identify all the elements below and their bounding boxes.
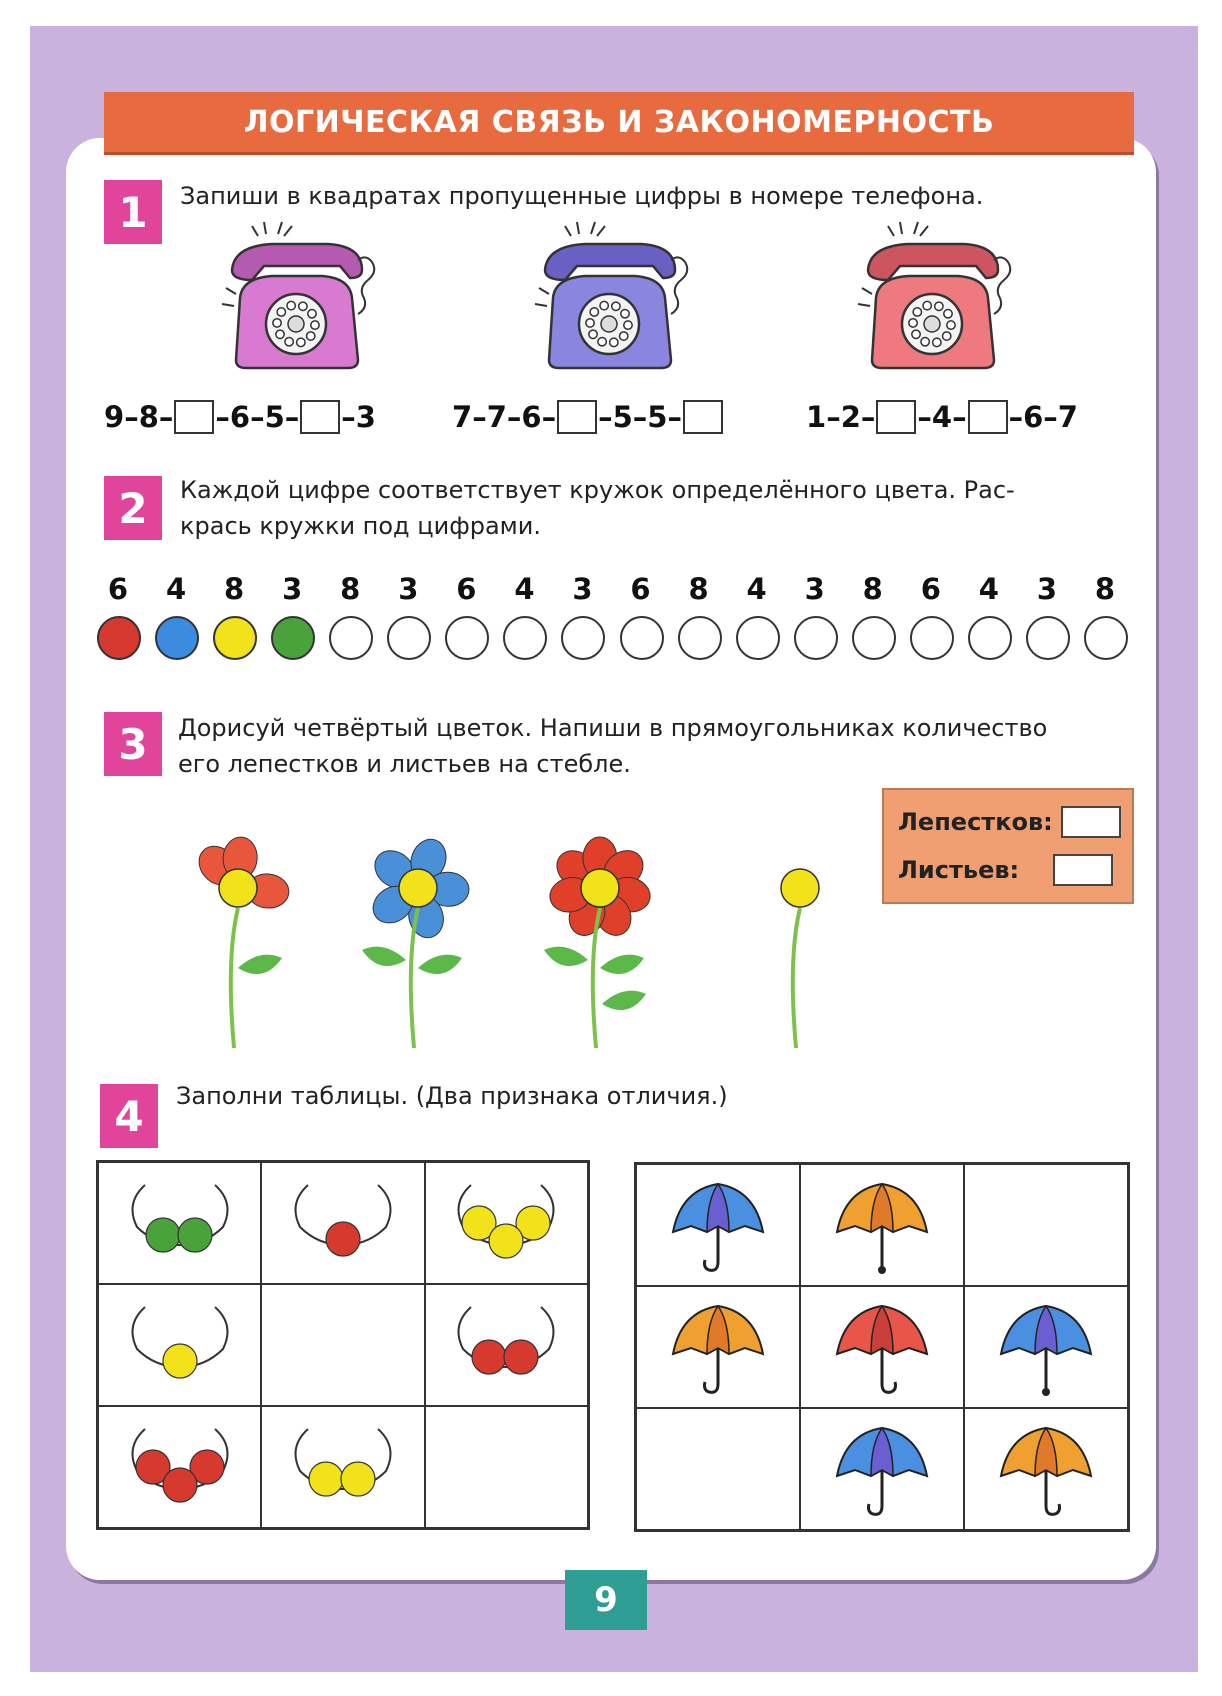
flower: [168, 808, 338, 1058]
color-digit: 8: [224, 572, 245, 606]
flower-center: [781, 869, 819, 907]
color-digit: 8: [1094, 572, 1116, 606]
beads-cell: [98, 1406, 261, 1528]
leaves-answer-box[interactable]: [1053, 854, 1113, 886]
umbrella-cell: [964, 1408, 1128, 1530]
umbrella-cell: [964, 1286, 1128, 1408]
phone-number-sequence: [452, 400, 724, 434]
task-1-number: 1: [104, 180, 162, 244]
umbrella-cell: [636, 1286, 800, 1408]
phone-digit: 2: [840, 400, 861, 434]
leaf: [544, 947, 588, 966]
phone-digit: 1: [806, 400, 827, 434]
color-circle[interactable]: [1084, 616, 1128, 660]
beads-icon: [115, 1417, 245, 1517]
beads-cell: [261, 1162, 424, 1284]
color-circle[interactable]: [678, 616, 722, 660]
phone-digit: 8: [138, 400, 159, 434]
color-digit: 4: [165, 572, 187, 606]
color-digit: 3: [398, 572, 419, 606]
beads-empty-cell[interactable]: [425, 1406, 588, 1528]
beads-icon: [278, 1417, 408, 1517]
beads-table: [96, 1160, 590, 1530]
color-circle[interactable]: [910, 616, 954, 660]
flower: [530, 808, 700, 1058]
umbrella-cell: [636, 1164, 800, 1286]
leaf: [602, 991, 646, 1010]
beads-icon: [278, 1173, 408, 1273]
phone-digit: 7: [486, 400, 507, 434]
sample-color-circle: [271, 616, 315, 660]
sample-color-circle: [155, 616, 199, 660]
color-circle[interactable]: [620, 616, 664, 660]
telephone-icon: [212, 218, 382, 378]
dash: –: [158, 400, 174, 434]
task-4-number: 4: [100, 1084, 158, 1148]
dash: –: [124, 400, 139, 434]
color-digit: 4: [514, 572, 535, 606]
dash: –: [598, 400, 613, 434]
umbrella-empty-cell[interactable]: [636, 1408, 800, 1530]
color-digit: 4: [978, 572, 999, 606]
beads-icon: [441, 1295, 571, 1395]
color-digit: 6: [920, 572, 941, 606]
umbrella-icon: [991, 1414, 1101, 1524]
phone-number-sequence: [104, 400, 376, 434]
dash: –: [1043, 400, 1058, 434]
phone-digit: 5: [612, 400, 633, 434]
color-digit: 8: [862, 572, 883, 606]
dash: –: [472, 400, 487, 434]
beads-cell: [425, 1162, 588, 1284]
page-number: 9: [565, 1570, 647, 1630]
dash: –: [284, 400, 300, 434]
phone-digit: 6: [521, 400, 542, 434]
petals-label: Лепестков:: [898, 808, 1053, 836]
task-3-instruction-line1: Дорисуй четвёртый цветок. Напиши в прямоугольниках количество: [178, 714, 1048, 742]
color-digit: 3: [804, 572, 825, 606]
color-circle[interactable]: [852, 616, 896, 660]
phone-digit: 7: [1057, 400, 1078, 434]
telephone-icon: [525, 218, 695, 378]
umbrella-icon: [827, 1414, 937, 1524]
umbrella-empty-cell[interactable]: [964, 1164, 1128, 1286]
color-circle[interactable]: [387, 616, 431, 660]
sample-color-circle: [97, 616, 141, 660]
dash: –: [1008, 400, 1024, 434]
umbrella-table: [634, 1162, 1130, 1532]
flower-center: [581, 869, 619, 907]
sample-color-circle: [213, 616, 257, 660]
phone-digit: 4: [931, 400, 953, 434]
leaf: [362, 947, 406, 966]
missing-digit-box[interactable]: [876, 400, 916, 434]
phone-digit: 6: [1023, 400, 1044, 434]
task-1-instruction: Запиши в квадратах пропущенные цифры в номере телефона.: [180, 182, 984, 210]
phone-digit: 3: [355, 400, 376, 434]
dash: –: [860, 400, 876, 434]
color-digit: 3: [572, 572, 593, 606]
flower-center: [399, 869, 437, 907]
color-circle[interactable]: [329, 616, 373, 660]
color-digit: 3: [1036, 572, 1058, 606]
beads-cell: [98, 1162, 261, 1284]
dash: –: [541, 400, 557, 434]
task-2-number: 2: [104, 476, 162, 540]
phone-digit: 9: [104, 400, 125, 434]
beads-cell: [261, 1406, 424, 1528]
phone-digit: 5: [264, 400, 285, 434]
color-digit: 3: [282, 572, 303, 606]
phone-digit: 6: [229, 400, 251, 434]
color-digit: 4: [746, 572, 767, 606]
missing-digit-box[interactable]: [968, 400, 1008, 434]
color-digit: 6: [630, 572, 651, 606]
leaf: [600, 955, 644, 974]
page-title: ЛОГИЧЕСКАЯ СВЯЗЬ И ЗАКОНОМЕРНОСТЬ: [104, 92, 1134, 155]
umbrella-icon: [663, 1292, 773, 1402]
flower: [348, 808, 518, 1058]
leaf: [238, 955, 282, 974]
beads-cell: [425, 1284, 588, 1406]
petals-answer-box[interactable]: [1061, 806, 1121, 838]
color-digit: 6: [107, 572, 129, 606]
umbrella-cell: [800, 1164, 964, 1286]
color-digit: 8: [688, 572, 709, 606]
umbrella-icon: [991, 1292, 1101, 1402]
beads-cell: [98, 1284, 261, 1406]
color-circle[interactable]: [794, 616, 838, 660]
umbrella-icon: [663, 1170, 773, 1280]
missing-digit-box[interactable]: [174, 400, 214, 434]
dash: –: [917, 400, 932, 434]
dash: –: [667, 400, 682, 434]
umbrella-cell: [800, 1286, 964, 1408]
dash: –: [506, 400, 522, 434]
task-2-instruction-line2: крась кружки под цифрами.: [180, 512, 542, 540]
count-answer-box: [882, 788, 1134, 904]
color-circle[interactable]: [1026, 616, 1070, 660]
leaves-label: Листьев:: [898, 856, 1020, 884]
task-3-number: 3: [104, 712, 162, 776]
telephone-icon: [848, 218, 1018, 378]
color-digit: 6: [456, 572, 477, 606]
flower-center: [219, 869, 257, 907]
flower: [730, 808, 900, 1058]
beads-icon: [441, 1173, 571, 1273]
digits-circles-row: [98, 572, 1138, 668]
dash: –: [632, 400, 648, 434]
color-circle[interactable]: [968, 616, 1012, 660]
missing-digit-box[interactable]: [683, 400, 723, 434]
dash: –: [952, 400, 967, 434]
task-4-instruction: Заполни таблицы. (Два признака отличия.): [176, 1082, 728, 1110]
color-circle[interactable]: [736, 616, 780, 660]
missing-digit-box[interactable]: [300, 400, 340, 434]
color-circle[interactable]: [445, 616, 489, 660]
beads-icon: [115, 1173, 245, 1273]
phone-number-sequence: [806, 400, 1078, 434]
phone-digit: 7: [452, 400, 473, 434]
task-2-instruction-line1: Каждой цифре соответствует кружок определённого цвета. Рас-: [180, 476, 1015, 504]
dash: –: [215, 400, 230, 434]
beads-icon: [115, 1295, 245, 1395]
leaf: [418, 955, 462, 974]
color-circle[interactable]: [503, 616, 547, 660]
umbrella-cell: [800, 1408, 964, 1530]
missing-digit-box[interactable]: [557, 400, 597, 434]
dash: –: [250, 400, 265, 434]
color-circle[interactable]: [561, 616, 605, 660]
umbrella-icon: [827, 1292, 937, 1402]
color-digit: 8: [340, 572, 361, 606]
task-3-instruction-line2: его лепестков и листьев на стебле.: [178, 750, 631, 778]
dash: –: [341, 400, 356, 434]
dash: –: [826, 400, 841, 434]
umbrella-icon: [827, 1170, 937, 1280]
beads-empty-cell[interactable]: [261, 1284, 424, 1406]
phone-digit: 5: [647, 400, 668, 434]
